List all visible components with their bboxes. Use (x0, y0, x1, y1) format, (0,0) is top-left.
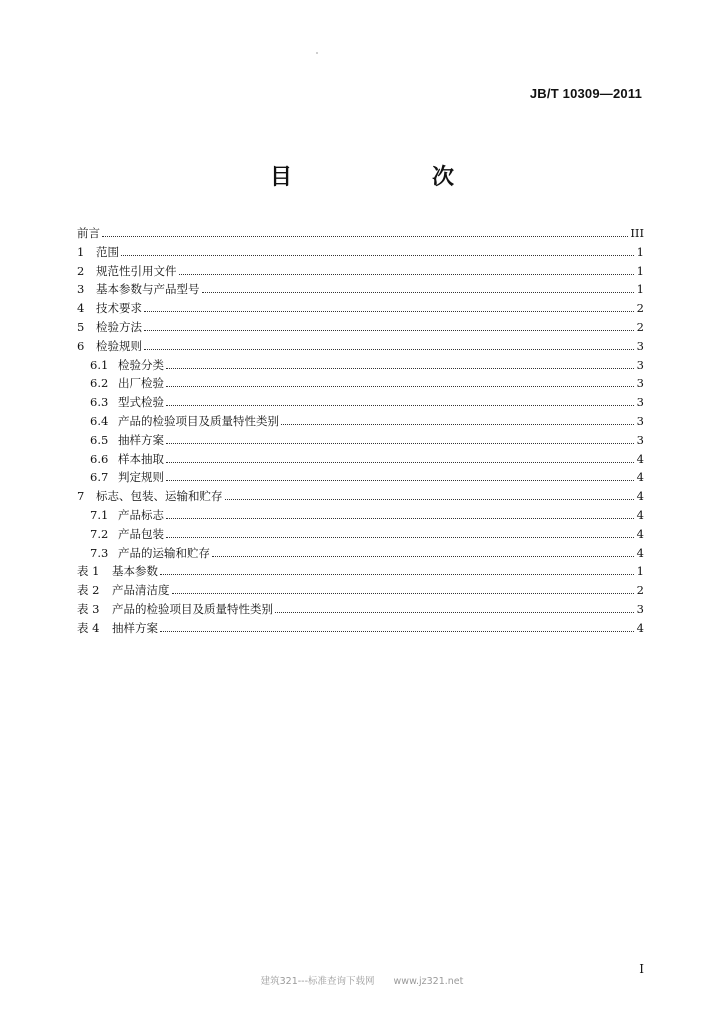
toc-entry-number: 3 (77, 282, 85, 297)
toc-entry-number: 表 4 (77, 620, 100, 635)
toc-entry-page: 2 (636, 319, 644, 334)
toc-entry-label: 判定规则 (118, 470, 164, 485)
toc-subentry[interactable] (77, 544, 644, 563)
toc-entry-label: 型式检验 (118, 395, 164, 410)
toc-entry-label: 产品的检验项目及质量特性类别 (112, 601, 273, 616)
toc-entry[interactable] (77, 243, 644, 262)
toc-entry-page: III (630, 226, 644, 240)
toc-entry-label: 抽样方案 (118, 432, 164, 447)
toc-entry-label: 检验规则 (96, 338, 142, 353)
toc-entry-label: 基本参数与产品型号 (96, 282, 200, 297)
toc-entry-number: 6.1 (90, 357, 109, 372)
toc-entry-page: 3 (636, 395, 644, 410)
toc-entry-number: 6 (77, 338, 85, 353)
dot-leader (179, 262, 635, 275)
scan-speck (316, 52, 318, 54)
toc-entry-label: 产品包装 (118, 526, 164, 541)
toc-entry-label: 规范性引用文件 (96, 263, 177, 278)
toc-table-entry[interactable] (77, 619, 644, 638)
toc-subentry[interactable] (77, 450, 644, 469)
toc-entry-number: 6.5 (90, 432, 109, 447)
toc-entry[interactable] (77, 487, 644, 506)
toc-entry-label: 抽样方案 (112, 620, 158, 635)
toc-entry[interactable] (77, 299, 644, 318)
toc-entry-number: 6.4 (90, 413, 109, 428)
toc-entry-number: 表 2 (77, 583, 100, 598)
dot-leader (121, 243, 634, 256)
toc-entry-page: 4 (636, 451, 644, 466)
toc-table-entry[interactable] (77, 562, 644, 581)
toc-entry-label: 基本参数 (112, 564, 158, 579)
toc-entry-label: 检验方法 (96, 319, 142, 334)
toc-entry-page: 2 (636, 301, 644, 316)
toc-entry[interactable] (77, 280, 644, 299)
dot-leader (281, 412, 634, 425)
toc-entry-number: 6.6 (90, 451, 109, 466)
toc-subentry[interactable] (77, 412, 644, 431)
page-title: 目 次 (269, 165, 486, 190)
dot-leader (166, 450, 634, 463)
toc-entry-label: 产品的运输和贮存 (118, 545, 210, 560)
dot-leader (172, 581, 635, 594)
toc-entry-page: 4 (636, 470, 644, 485)
toc-entry-page: 4 (636, 526, 644, 541)
page-folio: I (639, 962, 644, 976)
toc-entry-number: 6.7 (90, 470, 109, 485)
toc-entry-label: 技术要求 (96, 301, 142, 316)
dot-leader (144, 337, 634, 350)
toc-entry-number: 7.3 (90, 545, 109, 560)
toc-entry-number: 6.3 (90, 395, 109, 410)
toc-entry-number: 7.2 (90, 526, 109, 541)
toc-entry-label: 范围 (96, 244, 119, 259)
toc-subentry[interactable] (77, 374, 644, 393)
toc-entry-page: 3 (636, 432, 644, 447)
toc-entry-number: 4 (77, 301, 85, 316)
toc-entry-page: 1 (636, 263, 644, 278)
toc-entry-label: 标志、包装、运输和贮存 (96, 489, 223, 504)
toc-entry-page: 4 (636, 545, 644, 560)
dot-leader (166, 525, 634, 538)
toc-entry-number: 2 (77, 263, 85, 278)
toc-subentry[interactable] (77, 468, 644, 487)
toc-entry-page: 3 (636, 338, 644, 353)
watermark-text: 建筑321---标准查询下载网 www.jz321.net (260, 976, 464, 987)
toc-entry[interactable] (77, 337, 644, 356)
toc-subentry[interactable] (77, 506, 644, 525)
dot-leader (144, 299, 634, 312)
dot-leader (166, 374, 634, 387)
toc-entry-number: 1 (77, 244, 85, 259)
toc-entry-page: 3 (636, 376, 644, 391)
toc-entry[interactable] (77, 262, 644, 281)
toc-entry-label: 出厂检验 (118, 376, 164, 391)
toc-entry-page: 1 (636, 244, 644, 259)
dot-leader (202, 280, 635, 293)
toc-entry-page: 3 (636, 357, 644, 372)
toc-entry[interactable] (77, 224, 644, 243)
toc-entry-label: 产品标志 (118, 507, 164, 522)
dot-leader (225, 487, 635, 500)
dot-leader (166, 468, 634, 481)
toc-table-entry[interactable] (77, 600, 644, 619)
toc-entry-page: 4 (636, 489, 644, 504)
dot-leader (160, 619, 634, 632)
toc-entry-number: 6.2 (90, 376, 109, 391)
toc-entry-page: 3 (636, 413, 644, 428)
dot-leader (212, 544, 634, 557)
toc-entry-page: 1 (636, 564, 644, 579)
toc-entry-label: 样本抽取 (118, 451, 164, 466)
standard-code: JB/T 10309—2011 (529, 86, 642, 101)
toc-entry-label: 产品的检验项目及质量特性类别 (118, 413, 279, 428)
toc-entry-label: 检验分类 (118, 357, 164, 372)
toc-subentry[interactable] (77, 525, 644, 544)
toc-entry-page: 4 (636, 620, 644, 635)
toc-subentry[interactable] (77, 431, 644, 450)
toc-entry-page: 3 (636, 601, 644, 616)
dot-leader (166, 506, 634, 519)
toc-entry-number: 表 1 (77, 564, 100, 579)
dot-leader (275, 600, 634, 613)
dot-leader (160, 562, 634, 575)
toc-entry-number: 表 3 (77, 601, 100, 616)
toc-entry-label: 产品清洁度 (112, 583, 170, 598)
toc-entry-label: 前言 (77, 226, 100, 240)
dot-leader (102, 224, 628, 237)
dot-leader (166, 431, 634, 444)
toc-entry-number: 5 (77, 319, 85, 334)
dot-leader (166, 356, 634, 369)
toc-entry-page: 1 (636, 282, 644, 297)
toc-entry-page: 4 (636, 507, 644, 522)
toc-subentry[interactable] (77, 393, 644, 412)
toc-entry-number: 7 (77, 489, 85, 504)
toc-entry[interactable] (77, 318, 644, 337)
dot-leader (144, 318, 634, 331)
toc-entry-page: 2 (636, 583, 644, 598)
toc-entry-number: 7.1 (90, 507, 109, 522)
dot-leader (166, 393, 634, 406)
toc-table-entry[interactable] (77, 581, 644, 600)
table-of-contents (77, 224, 644, 638)
toc-subentry[interactable] (77, 356, 644, 375)
